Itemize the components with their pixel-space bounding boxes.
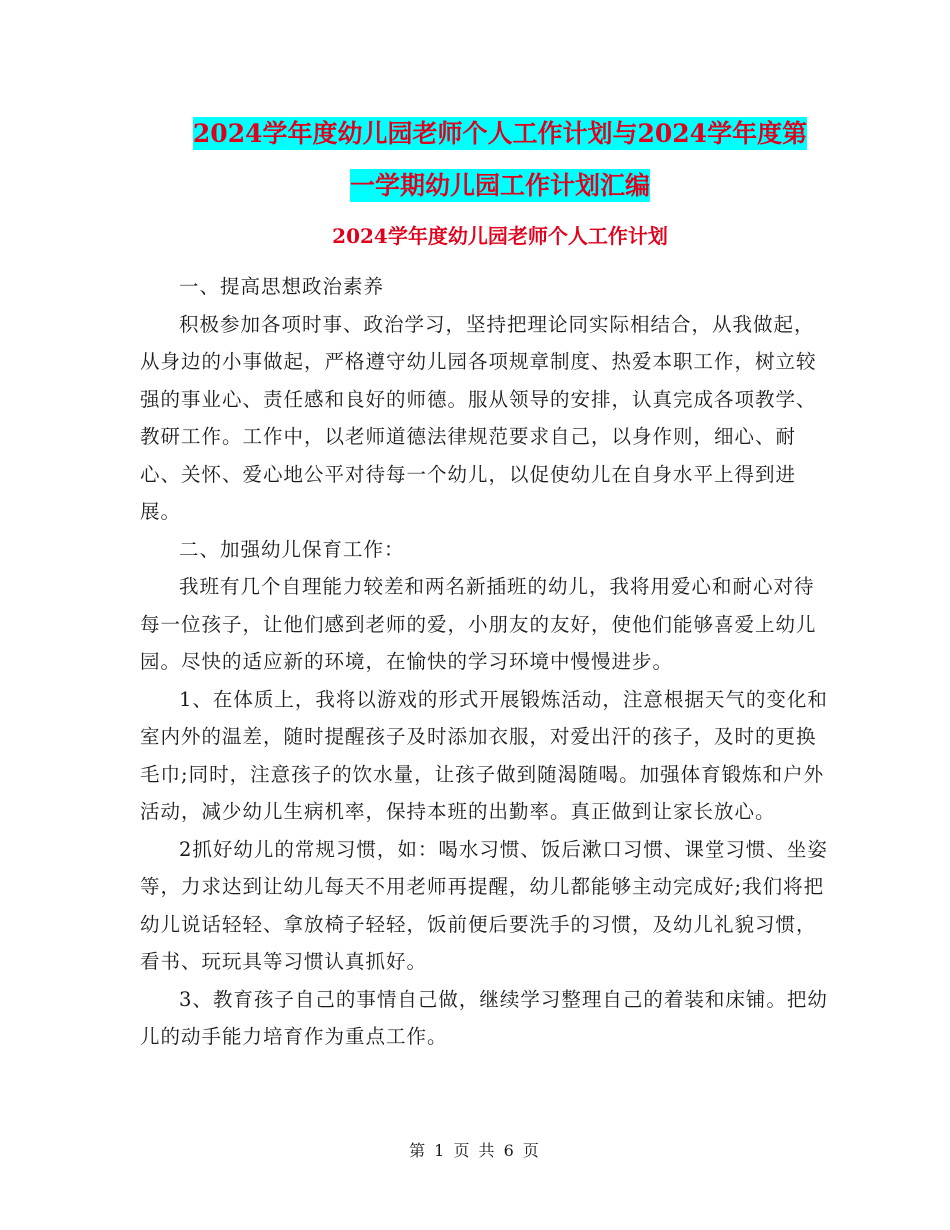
document-body: [140, 268, 830, 1056]
document-title-line-2: 一学期幼儿园工作计划汇编: [349, 171, 650, 200]
section-title: 2024学年度幼儿园老师个人工作计划: [332, 224, 668, 248]
paragraph-heading-2: 二、加强幼儿保育工作：: [179, 537, 405, 561]
paragraph: 2抓好幼儿的常规习惯，如：喝水习惯、饭后漱口习惯、课堂习惯、坐姿等，力求达到让幼儿每天不用老师再提醒，幼儿都能够主动完成好;我们将把幼儿说话轻轻、拿放椅子轻轻，饭前便后要洗手的习惯，及幼儿礼貌习惯，看书、玩玩具等习惯认真抓好。: [140, 837, 828, 973]
document-title-line-1: 2024学年度幼儿园老师个人工作计划与2024学年度第: [192, 119, 808, 148]
paragraph: 1、在体质上，我将以游戏的形式开展锻炼活动，注意根据天气的变化和室内外的温差，随时提醒孩子及时添加衣服，对爱出汗的孩子，及时的更换毛巾;同时，注意孩子的饮水量，让孩子做到随渴随喝。加强体育锻炼和户外活动，减少幼儿生病机率，保持本班的出勤率。真正做到让家长放心。: [140, 687, 828, 823]
document-title: [140, 108, 860, 212]
paragraph-heading-1: 一、提高思想政治素养: [179, 275, 385, 298]
paragraph: 我班有几个自理能力较差和两名新插班的幼儿，我将用爱心和耐心对待每一位孩子，让他们感到老师的爱，小朋友的友好，使他们能够喜爱上幼儿园。尽快的适应新的环境，在愉快的学习环境中慢慢进步。: [140, 575, 817, 673]
paragraph: 3、教育孩子自己的事情自己做，继续学习整理自己的着装和床铺。把幼儿的动手能力培育作为重点工作。: [140, 987, 828, 1048]
paragraph: 积极参加各项时事、政治学习，坚持把理论同实际相结合，从我做起，从身边的小事做起，严格遵守幼儿园各项规章制度、热爱本职工作，树立较强的事业心、责任感和良好的师德。服从领导的安排，认真完成各项教学、教研工作。工作中，以老师道德法律规范要求自己，以身作则，细心、耐心、关怀、爱心地公平对待每一个幼儿，以促使幼儿在自身水平上得到进展。: [140, 312, 817, 523]
page-footer: 第 1 页 共 6 页: [409, 1141, 541, 1160]
